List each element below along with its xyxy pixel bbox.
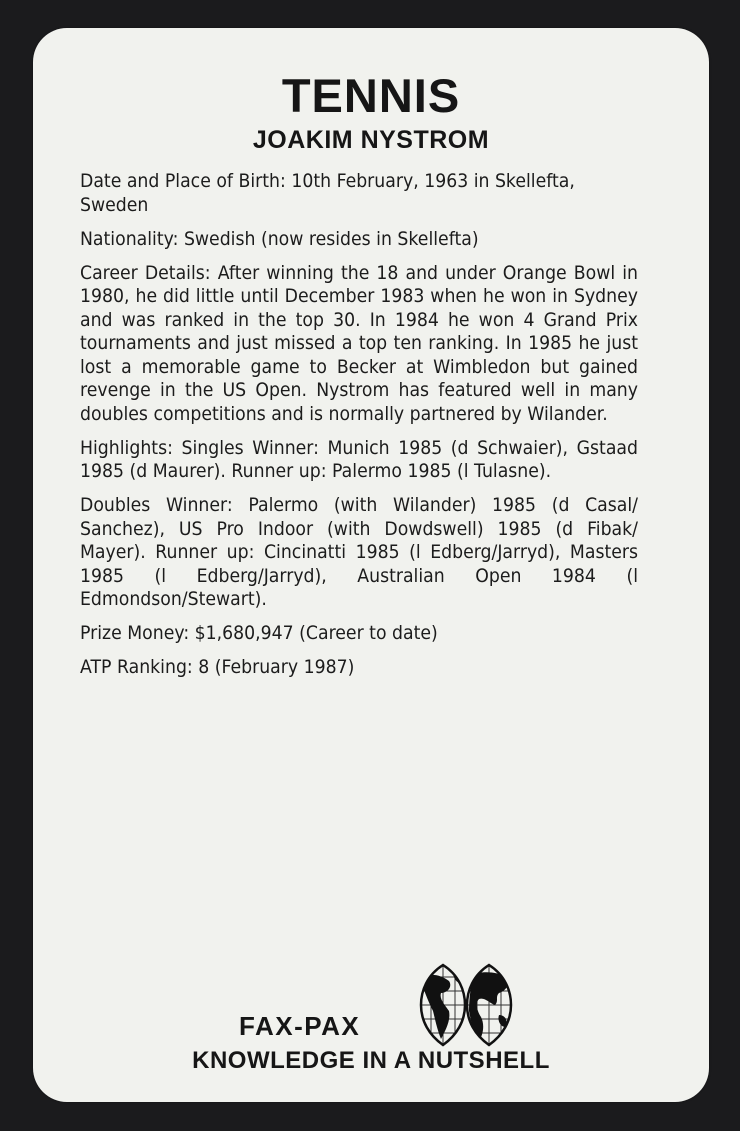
atp-ranking: ATP Ranking: 8 (February 1987) (80, 657, 355, 678)
card-body (80, 170, 638, 690)
nationality-info: Nationality: Swedish (now resides in Skellefta) (80, 228, 479, 250)
fact-card (33, 28, 709, 1102)
brand-name: FAX-PAX (239, 1011, 361, 1041)
twin-globe-icon (419, 963, 513, 1047)
highlights: Highlights: Singles Winner: Munich 1985 (d Schwaier), Gstaad 1985 (d Maurer). Runner up: Palermo 1985 (l Tulasne). (80, 437, 638, 482)
prize-money: Prize Money: $1,680,947 (Career to date) (80, 623, 438, 644)
birth-info: Date and Place of Birth: 10th February, 1963 in Skellefta, Sweden (80, 171, 575, 216)
card-title: TENNIS (281, 69, 461, 122)
player-name: JOAKIM NYSTROM (252, 126, 490, 154)
brand-footer (33, 963, 709, 1083)
career-details: Career Details: After winning the 18 and under Orange Bowl in 1980, he did little until December 1983 when he won in Sydney and was ranked in the top 30. In 1984 he won 4 Grand Prix tournaments and just missed a top ten ranking. In 1985 he just lost a memorable game to Becker at Wimbledon but gained revenge in the US Open. Nystrom has featured well in many doubles competitions and is normally partnered by Wilander. (80, 262, 638, 425)
doubles-winner: Doubles Winner: Palermo (with Wilander) 1985 (d Casal/ Sanchez), US Pro Indoor (with Dowdswell) 1985 (d Fibak/ Mayer). Runner up: Cincinatti 1985 (l Edberg/Jarryd), Masters 1985 (l Edberg/Jarryd), Australian Open 1984 (l Edmondson/Stewart). (80, 495, 638, 610)
brand-tagline: KNOWLEDGE IN A NUTSHELL (192, 1047, 550, 1074)
